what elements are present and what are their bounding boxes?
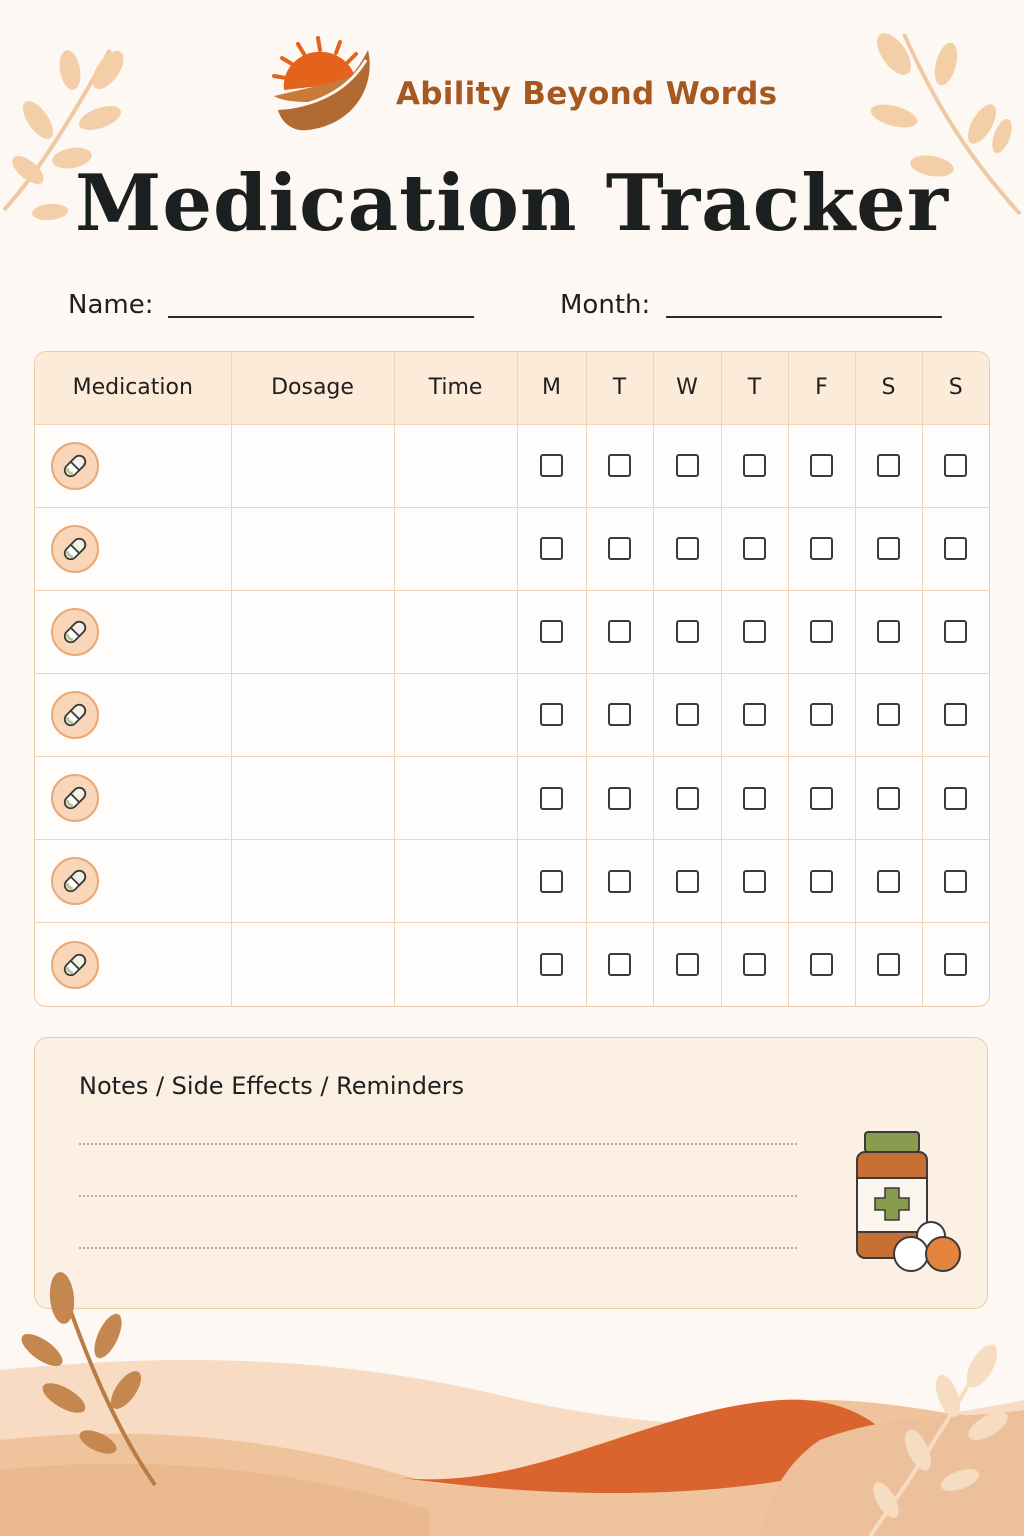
note-line[interactable] — [79, 1143, 797, 1145]
dosage-cell[interactable] — [231, 840, 394, 923]
day-cell — [922, 757, 989, 840]
day-cell — [922, 673, 989, 756]
medicine-bottle-icon — [851, 1126, 966, 1276]
pill-icon — [51, 608, 99, 656]
day-header-7: S — [922, 352, 989, 424]
day-checkbox[interactable] — [676, 953, 699, 976]
month-label: Month: — [560, 290, 651, 320]
page-title: Medication Tracker — [75, 158, 949, 249]
day-checkbox[interactable] — [877, 870, 900, 893]
medication-cell[interactable] — [35, 757, 231, 840]
day-checkbox[interactable] — [944, 953, 967, 976]
day-cell — [788, 757, 855, 840]
day-checkbox[interactable] — [608, 454, 631, 477]
day-checkbox[interactable] — [608, 870, 631, 893]
day-cell — [517, 673, 586, 756]
day-cell — [653, 840, 721, 923]
pill-icon — [51, 857, 99, 905]
dosage-cell[interactable] — [231, 757, 394, 840]
day-cell — [721, 424, 788, 507]
day-cell — [788, 590, 855, 673]
day-cell — [922, 507, 989, 590]
day-header-6: S — [855, 352, 922, 424]
table-row — [35, 840, 989, 923]
day-cell — [721, 840, 788, 923]
day-cell — [721, 507, 788, 590]
day-checkbox[interactable] — [944, 703, 967, 726]
leaf-branch-icon-bottom-left — [20, 1270, 170, 1490]
pill-icon — [51, 442, 99, 490]
day-cell — [922, 923, 989, 1006]
notes-section — [34, 1037, 988, 1309]
name-field[interactable] — [168, 316, 474, 318]
time-cell[interactable] — [394, 507, 517, 590]
day-checkbox[interactable] — [877, 537, 900, 560]
day-checkbox[interactable] — [944, 620, 967, 643]
medication-cell[interactable] — [35, 840, 231, 923]
day-cell — [517, 840, 586, 923]
day-cell — [855, 590, 922, 673]
table-row — [35, 590, 989, 673]
day-cell — [653, 507, 721, 590]
day-cell — [517, 757, 586, 840]
day-checkbox[interactable] — [676, 703, 699, 726]
day-cell — [586, 590, 653, 673]
medication-cell[interactable] — [35, 507, 231, 590]
dosage-cell[interactable] — [231, 424, 394, 507]
day-cell — [855, 673, 922, 756]
pill-icon — [51, 691, 99, 739]
day-cell — [855, 840, 922, 923]
day-cell — [653, 757, 721, 840]
notes-title: Notes / Side Effects / Reminders — [79, 1072, 465, 1100]
column-header-dosage: Dosage — [231, 352, 394, 424]
day-header-1: M — [517, 352, 586, 424]
day-checkbox[interactable] — [877, 703, 900, 726]
day-checkbox[interactable] — [540, 537, 563, 560]
medication-cell[interactable] — [35, 923, 231, 1006]
day-cell — [653, 673, 721, 756]
day-checkbox[interactable] — [676, 537, 699, 560]
day-cell — [922, 424, 989, 507]
column-header-medication: Medication — [35, 352, 231, 424]
table-row — [35, 757, 989, 840]
day-cell — [922, 840, 989, 923]
brand-name: Ability Beyond Words — [396, 76, 778, 112]
day-cell — [721, 757, 788, 840]
day-cell — [517, 590, 586, 673]
day-cell — [855, 424, 922, 507]
day-header-5: F — [788, 352, 855, 424]
day-checkbox[interactable] — [540, 870, 563, 893]
dosage-cell[interactable] — [231, 507, 394, 590]
sun-logo-icon — [268, 32, 380, 136]
day-checkbox[interactable] — [743, 787, 766, 810]
pill-icon — [51, 774, 99, 822]
time-cell[interactable] — [394, 840, 517, 923]
day-cell — [855, 757, 922, 840]
day-header-4: T — [721, 352, 788, 424]
day-cell — [788, 840, 855, 923]
day-cell — [586, 840, 653, 923]
note-line[interactable] — [79, 1247, 797, 1249]
time-cell[interactable] — [394, 673, 517, 756]
day-checkbox[interactable] — [877, 454, 900, 477]
day-checkbox[interactable] — [810, 454, 833, 477]
day-header-2: T — [586, 352, 653, 424]
day-checkbox[interactable] — [540, 787, 563, 810]
day-checkbox[interactable] — [944, 870, 967, 893]
day-cell — [653, 923, 721, 1006]
day-cell — [788, 507, 855, 590]
day-header-3: W — [653, 352, 721, 424]
dosage-cell[interactable] — [231, 590, 394, 673]
time-cell[interactable] — [394, 590, 517, 673]
day-checkbox[interactable] — [608, 620, 631, 643]
pill-icon — [51, 941, 99, 989]
table-row — [35, 507, 989, 590]
day-cell — [788, 923, 855, 1006]
day-checkbox[interactable] — [676, 787, 699, 810]
dosage-cell[interactable] — [231, 673, 394, 756]
day-cell — [517, 424, 586, 507]
day-checkbox[interactable] — [743, 454, 766, 477]
day-cell — [586, 923, 653, 1006]
day-checkbox[interactable] — [540, 620, 563, 643]
day-checkbox[interactable] — [877, 953, 900, 976]
name-label: Name: — [68, 290, 154, 320]
day-checkbox[interactable] — [810, 620, 833, 643]
day-cell — [586, 757, 653, 840]
pill-icon — [51, 525, 99, 573]
column-header-time: Time — [394, 352, 517, 424]
day-checkbox[interactable] — [608, 537, 631, 560]
day-checkbox[interactable] — [608, 953, 631, 976]
day-cell — [922, 590, 989, 673]
day-checkbox[interactable] — [676, 870, 699, 893]
day-cell — [721, 590, 788, 673]
table-header-row — [35, 352, 989, 424]
day-cell — [721, 923, 788, 1006]
medication-table — [34, 351, 990, 1007]
day-checkbox[interactable] — [944, 787, 967, 810]
medication-cell[interactable] — [35, 673, 231, 756]
day-checkbox[interactable] — [810, 870, 833, 893]
day-checkbox[interactable] — [540, 703, 563, 726]
day-checkbox[interactable] — [944, 537, 967, 560]
day-checkbox[interactable] — [743, 870, 766, 893]
day-cell — [855, 507, 922, 590]
leaf-branch-icon-bottom-right — [850, 1340, 1010, 1536]
medication-cell[interactable] — [35, 590, 231, 673]
note-line[interactable] — [79, 1195, 797, 1197]
day-cell — [586, 507, 653, 590]
table-row — [35, 673, 989, 756]
time-cell[interactable] — [394, 923, 517, 1006]
day-checkbox[interactable] — [608, 787, 631, 810]
day-checkbox[interactable] — [743, 620, 766, 643]
table-row — [35, 424, 989, 507]
day-cell — [788, 673, 855, 756]
day-cell — [517, 923, 586, 1006]
day-checkbox[interactable] — [540, 454, 563, 477]
day-checkbox[interactable] — [810, 787, 833, 810]
table-row — [35, 923, 989, 1006]
day-checkbox[interactable] — [743, 953, 766, 976]
month-field[interactable] — [666, 316, 942, 318]
day-checkbox[interactable] — [743, 703, 766, 726]
day-checkbox[interactable] — [877, 787, 900, 810]
day-checkbox[interactable] — [810, 953, 833, 976]
day-cell — [653, 590, 721, 673]
day-checkbox[interactable] — [877, 620, 900, 643]
day-cell — [721, 673, 788, 756]
day-cell — [586, 673, 653, 756]
day-cell — [586, 424, 653, 507]
day-checkbox[interactable] — [676, 620, 699, 643]
day-checkbox[interactable] — [810, 537, 833, 560]
day-cell — [517, 507, 586, 590]
day-cell — [855, 923, 922, 1006]
dosage-cell[interactable] — [231, 923, 394, 1006]
day-cell — [788, 424, 855, 507]
day-checkbox[interactable] — [810, 703, 833, 726]
day-checkbox[interactable] — [676, 454, 699, 477]
medication-cell[interactable] — [35, 424, 231, 507]
day-cell — [653, 424, 721, 507]
day-checkbox[interactable] — [743, 537, 766, 560]
day-checkbox[interactable] — [608, 703, 631, 726]
time-cell[interactable] — [394, 757, 517, 840]
day-checkbox[interactable] — [944, 454, 967, 477]
day-checkbox[interactable] — [540, 953, 563, 976]
time-cell[interactable] — [394, 424, 517, 507]
